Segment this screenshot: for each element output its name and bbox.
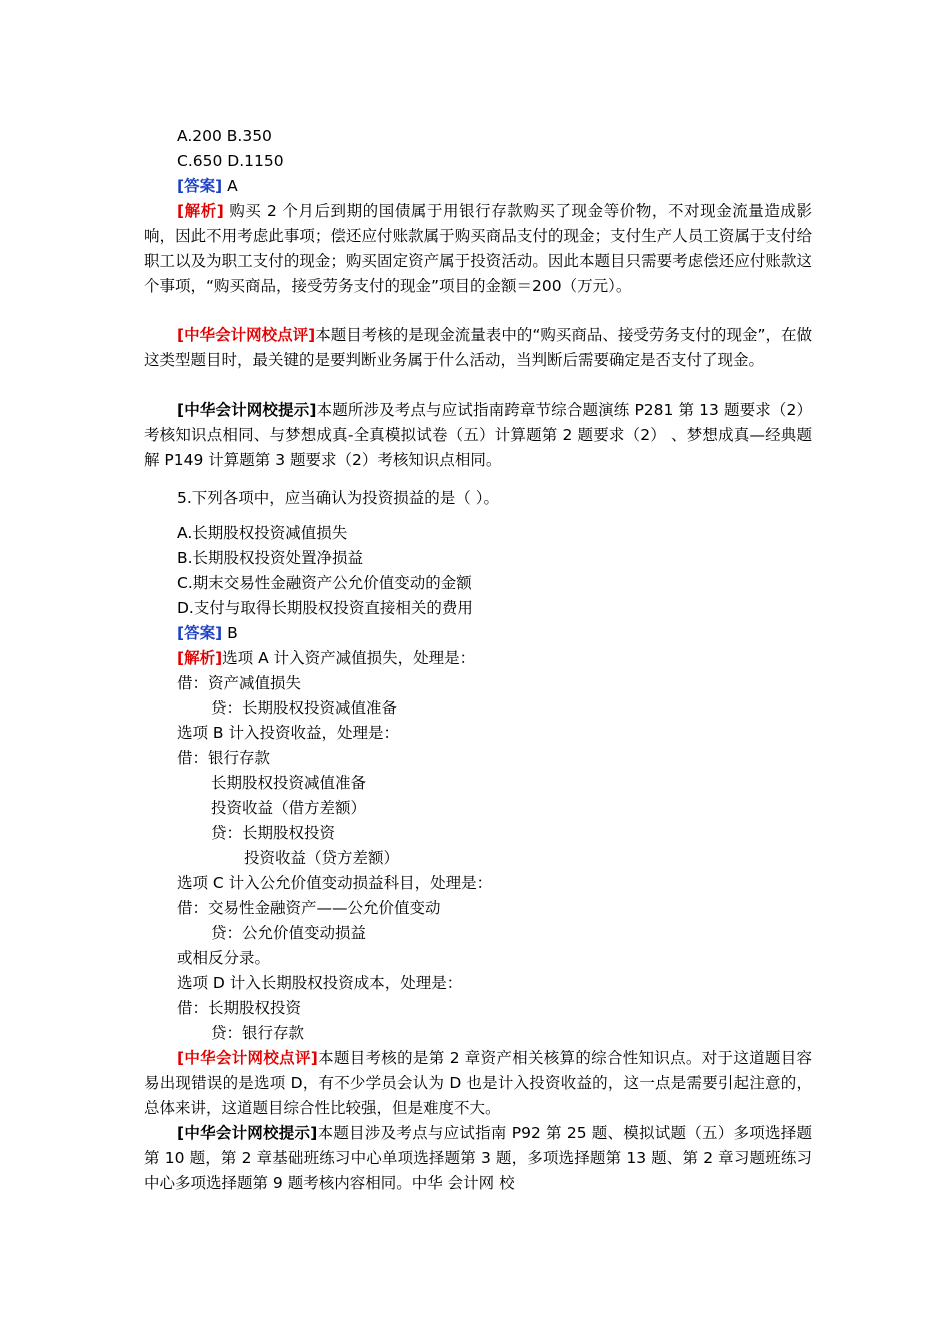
comment-tag: [中华会计网校点评] <box>177 326 316 344</box>
journal-line: 贷：长期股权投资 <box>211 824 336 842</box>
analysis-line: 选项 C 计入公允价值变动损益科目，处理是： <box>177 874 493 892</box>
q5-option-d: D.支付与取得长期股权投资直接相关的费用 <box>177 599 473 617</box>
comment-tag: [中华会计网校点评] <box>177 1049 318 1067</box>
journal-line: 投资收益（借方差额） <box>211 799 367 817</box>
journal-line: 贷：银行存款 <box>211 1024 305 1042</box>
q4-tip <box>144 398 812 473</box>
journal-line: 借：长期股权投资 <box>177 999 302 1017</box>
comment-text: 本题目考核的是现金流量表中的“购买商品、接受劳务支付的现金”，在做这类型题目时，最关键的是要判断业务属于什么活动，当判断后需要确定是否支付了现金。 <box>144 326 813 369</box>
journal-line: 投资收益（贷方差额） <box>244 849 400 867</box>
journal-line: 借：资产减值损失 <box>177 674 302 692</box>
q5-comment <box>144 1046 812 1121</box>
q5-analysis-line-1 <box>177 646 475 671</box>
q4-comment <box>144 323 812 373</box>
analysis-text: 选项 A 计入资产减值损失，处理是： <box>222 649 476 667</box>
q4-answer <box>177 174 238 199</box>
analysis-line: 或相反分录。 <box>177 949 271 967</box>
q4-options-line-2: C.650 D.1150 <box>177 152 284 170</box>
q5-answer <box>177 621 238 646</box>
journal-line: 借：银行存款 <box>177 749 271 767</box>
q5-tip <box>144 1121 812 1196</box>
tip-text: 本题所涉及考点与应试指南跨章节综合题演练 P281 第 13 题要求（2）考核知识点相同、与梦想成真-全真模拟试卷（五）计算题第 2 题要求（2） 、梦想成真—经典题解 P149 计算题第 3 题要求（2）考核知识点相同。 <box>144 401 812 469</box>
q4-options-line-1: A.200 B.350 <box>177 127 272 145</box>
analysis-line: 选项 D 计入长期股权投资成本，处理是： <box>177 974 463 992</box>
journal-line: 贷：长期股权投资减值准备 <box>211 699 398 717</box>
journal-line: 贷：公允价值变动损益 <box>211 924 367 942</box>
q5-option-b: B.长期股权投资处置净损益 <box>177 549 364 567</box>
tip-text: 本题目涉及考点与应试指南 P92 第 25 题、模拟试题（五）多项选择题第 10 题，第 2 章基础班练习中心单项选择题第 3 题，多项选择题第 13 题、第 2 章习题班练习中心多项选择题第 9 题考核内容相同。中华 会计网 校 <box>144 1124 812 1192</box>
comment-text: 本题目考核的是第 2 章资产相关核算的综合性知识点。对于这道题目容易出现错误的是选项 D，有不少学员会认为 D 也是计入投资收益的，这一点是需要引起注意的，总体来讲，这道题目综合性比较强，但是难度不大。 <box>144 1049 812 1117</box>
tip-tag: [中华会计网校提示] <box>177 401 317 419</box>
analysis-tag: [解析] <box>177 202 224 220</box>
journal-line: 长期股权投资减值准备 <box>211 774 367 792</box>
answer-value: A <box>222 177 238 195</box>
answer-tag: [答案] <box>177 177 223 195</box>
journal-line: 借：交易性金融资产——公允价值变动 <box>177 899 441 917</box>
tip-tag: [中华会计网校提示] <box>177 1124 318 1142</box>
q5-option-a: A.长期股权投资减值损失 <box>177 524 348 542</box>
answer-value: B <box>222 624 238 642</box>
analysis-text: 购买 2 个月后到期的国债属于用银行存款购买了现金等价物，不对现金流量造成影响，因此不用考虑此事项；偿还应付账款属于购买商品支付的现金；支付生产人员工资属于支付给职工以及为职工支付的现金；购买固定资产属于投资活动。因此本题目只需要考虑偿还应付账款这个事项，“购买商品，接受劳务支付的现金”项目的金额＝200（万元）。 <box>144 202 812 295</box>
q4-analysis <box>144 199 812 299</box>
answer-tag: [答案] <box>177 624 223 642</box>
analysis-line: 选项 B 计入投资收益，处理是： <box>177 724 399 742</box>
q5-option-c: C.期末交易性金融资产公允价值变动的金额 <box>177 574 472 592</box>
q5-question: 5.下列各项中，应当确认为投资损益的是（ ）。 <box>177 489 499 507</box>
analysis-tag: [解析] <box>177 649 223 667</box>
